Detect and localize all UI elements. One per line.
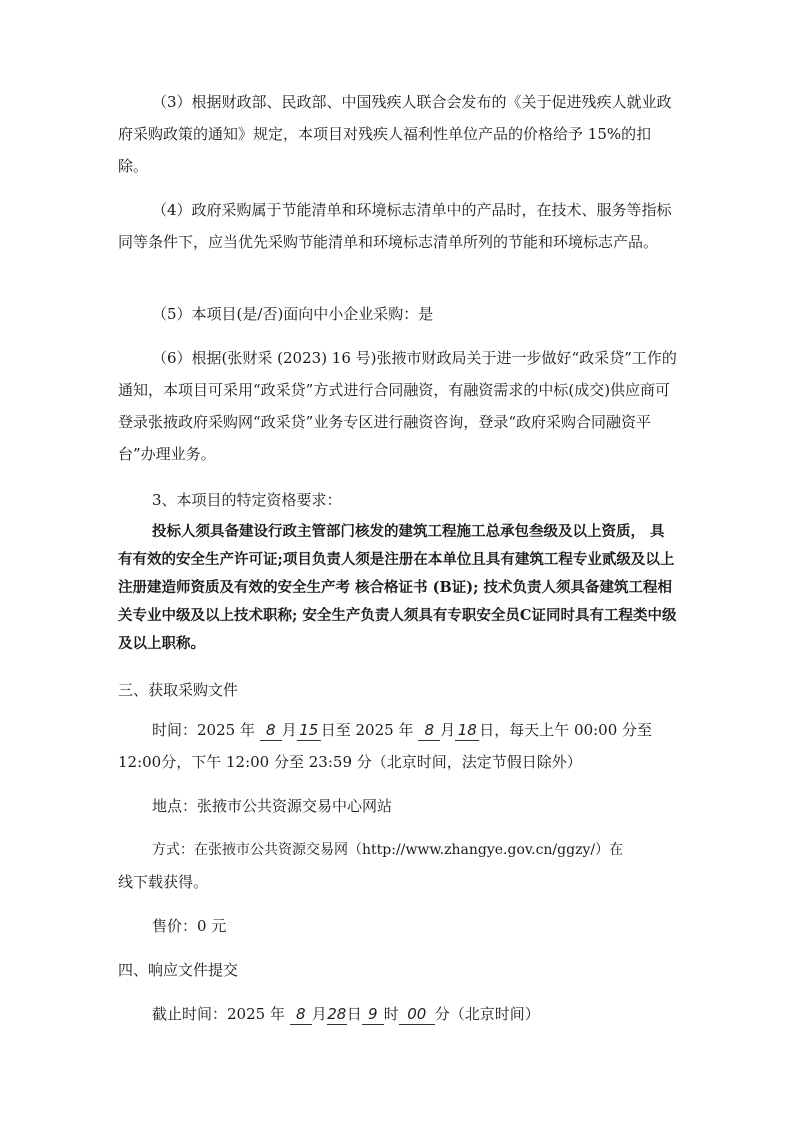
section-heading-obtain: 三、获取采购文件 [118,681,239,699]
paragraph-energy-saving: （4）政府采购属于节能清单和环境标志清单中的产品时，在技术、服务等指标同等条件下，应当优先采购节能清单和环境标志清单所列的节能和环境标志产品。 [118,201,672,251]
obtain-price: 售价：0 元 [152,917,227,935]
month-char: 月 [440,721,456,739]
special-requirements-body: 投标人须具备建设行政主管部门核发的建筑工程施工总承包叁级及以上资质， 具有有效的安全生产许可证;项目负责人须是注册在本单位且具有建筑工程专业贰级及以上注册建造师资质及有效的安全生产考 核合格证书 (B证); 技术负责人须具备建筑工程相关专业中级及以上技术职称; 安全生产负责人须具有专职安全员C证同时具有工程类中级及以上职称。 [118,523,677,652]
handwritten-deadline-month: 8 [290,1004,312,1025]
handwritten-deadline-hour: 9 [362,1004,384,1025]
hour-char: 时 [383,1005,399,1023]
obtain-method-line-1: 方式：在张掖市公共资源交易网（http://www.zhangye.gov.cn/ggzy/）在 [152,842,624,858]
section-heading-submit: 四、响应文件提交 [118,961,239,979]
obtain-time-rest: 日，每天上午 00:00 分至 [479,721,653,739]
handwritten-deadline-minute: 00 [399,1004,435,1025]
handwritten-start-month: 8 [260,720,282,741]
obtain-time-label: 时间：2025 年 [152,721,255,739]
month-char: 月 [281,721,297,739]
handwritten-end-month: 8 [418,720,440,741]
paragraph-zhengcaidai: （6）根据(张财采 (2023) 16 号)张掖市财政局关于进一步做好“政采贷”工作的通知，本项目可采用“政采贷”方式进行合同融资，有融资需求的中标(成交)供应商可登录张掖政府采购网“政采贷”业务专区进行融资咨询，登录“政府采购合同融资平台”办理业务。 [118,349,677,463]
obtain-to-year: 日至 2025 年 [320,721,414,739]
obtain-time-line [152,720,652,741]
handwritten-end-day: 18 [455,720,479,741]
obtain-time-line-2: 12:00分，下午 12:00 分至 23:59 分（北京时间，法定节假日除外） [118,753,582,771]
obtain-place: 地点：张掖市公共资源交易中心网站 [152,797,393,815]
deadline-rest: 分（北京时间） [434,1005,540,1023]
paragraph-sme: （5）本项目(是/否)面向中小企业采购：是 [152,305,434,323]
paragraph-disabled-discount: （3）根据财政部、民政部、中国残疾人联合会发布的《关于促进残疾人就业政府采购政策的通知》规定，本项目对残疾人福利性单位产品的价格给予 15%的扣除。 [118,93,672,175]
submit-deadline-line [152,1004,540,1025]
handwritten-start-day: 15 [297,720,321,741]
deadline-label: 截止时间：2025 年 [152,1005,285,1023]
obtain-method-line-2: 线下载获得。 [118,873,209,891]
month-char: 月 [311,1005,327,1023]
special-requirements-heading: 3、本项目的特定资格要求： [152,491,342,509]
day-char: 日 [346,1005,362,1023]
handwritten-deadline-day: 28 [327,1005,347,1023]
